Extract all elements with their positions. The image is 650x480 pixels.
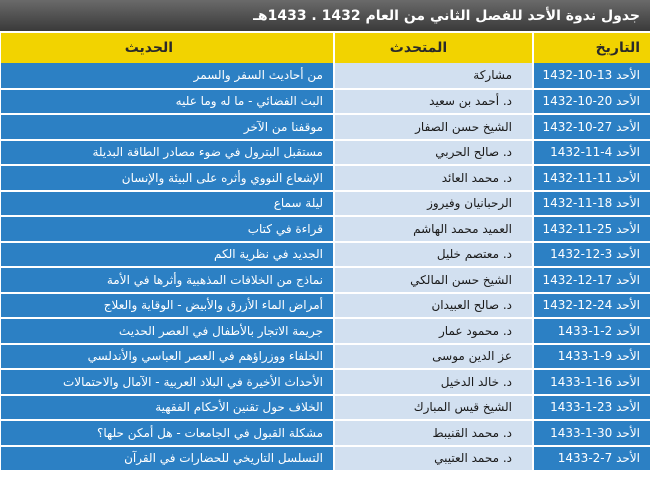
table-title: جدول ندوة الأحد للفصل الثاني من العام 1432 . 1433هـ [0, 0, 650, 31]
cell-topic: التسلسل التاريخي للحضارات في القرآن [0, 446, 334, 472]
cell-topic: مشكلة القبول في الجامعات - هل أمكن حلها؟ [0, 420, 334, 446]
table-row [0, 318, 650, 344]
cell-topic: الأحداث الأخيرة في البلاد العربية - الآمال والاحتمالات [0, 369, 334, 395]
cell-topic: جريمة الاتجار بالأطفال في العصر الحديث [0, 318, 334, 344]
cell-topic: ليلة سماع [0, 191, 334, 217]
cell-speaker: د. محمود عمار [334, 318, 533, 344]
cell-date: الأحد 13-10-1432 [533, 63, 650, 89]
cell-speaker: العميد محمد الهاشم [334, 216, 533, 242]
header-date: التاريخ [533, 33, 650, 63]
cell-speaker: الشيخ حسن الصفار [334, 114, 533, 140]
cell-date: الأحد 3-12-1432 [533, 242, 650, 268]
cell-speaker: د. خالد الدخيل [334, 369, 533, 395]
table-row [0, 369, 650, 395]
table-row [0, 63, 650, 89]
table-row [0, 140, 650, 166]
table-row [0, 293, 650, 319]
cell-speaker: مشاركة [334, 63, 533, 89]
table-row [0, 165, 650, 191]
cell-speaker: د. صالح العبيدان [334, 293, 533, 319]
cell-date: الأحد 30-1-1433 [533, 420, 650, 446]
table-row [0, 267, 650, 293]
header-topic: الحديث [0, 33, 334, 63]
cell-topic: موقفنا من الآخر [0, 114, 334, 140]
table-row [0, 446, 650, 472]
cell-topic: قراءة في كتاب [0, 216, 334, 242]
cell-topic: أمراض الماء الأزرق والأبيض - الوقاية والعلاج [0, 293, 334, 319]
cell-date: الأحد 18-11-1432 [533, 191, 650, 217]
cell-date: الأحد 11-11-1432 [533, 165, 650, 191]
cell-date: الأحد 23-1-1433 [533, 395, 650, 421]
cell-speaker: د. معتصم خليل [334, 242, 533, 268]
cell-date: الأحد 9-1-1433 [533, 344, 650, 370]
cell-speaker: الرحبانيان وفيروز [334, 191, 533, 217]
cell-date: الأحد 7-2-1433 [533, 446, 650, 472]
cell-date: الأحد 20-10-1432 [533, 89, 650, 115]
cell-speaker: الشيخ قيس المبارك [334, 395, 533, 421]
cell-topic: الخلاف حول تقنين الأحكام الفقهية [0, 395, 334, 421]
cell-date: الأحد 16-1-1433 [533, 369, 650, 395]
table-row [0, 420, 650, 446]
cell-speaker: د. محمد القنيبط [334, 420, 533, 446]
cell-topic: الخلفاء ووزراؤهم في العصر العباسي والأندلسي [0, 344, 334, 370]
cell-speaker: د. أحمد بن سعيد [334, 89, 533, 115]
cell-date: الأحد 17-12-1432 [533, 267, 650, 293]
cell-speaker: عز الدين موسى [334, 344, 533, 370]
cell-speaker: د. محمد العائد [334, 165, 533, 191]
header-speaker: المتحدث [334, 33, 533, 63]
cell-speaker: د. محمد العتيبي [334, 446, 533, 472]
cell-topic: الجديد في نظرية الكم [0, 242, 334, 268]
cell-topic: الإشعاع النووي وأثره على البيئة والإنسان [0, 165, 334, 191]
cell-date: الأحد 24-12-1432 [533, 293, 650, 319]
cell-topic: البث الفضائي - ما له وما عليه [0, 89, 334, 115]
cell-date: الأحد 25-11-1432 [533, 216, 650, 242]
cell-speaker: د. صالح الحربي [334, 140, 533, 166]
table-row [0, 242, 650, 268]
cell-date: الأحد 27-10-1432 [533, 114, 650, 140]
cell-topic: مستقبل البترول في ضوء مصادر الطاقة البديلة [0, 140, 334, 166]
cell-date: الأحد 2-1-1433 [533, 318, 650, 344]
cell-date: الأحد 4-11-1432 [533, 140, 650, 166]
schedule-table [0, 33, 650, 472]
cell-topic: نماذج من الخلافات المذهبية وأثرها في الأمة [0, 267, 334, 293]
table-row [0, 114, 650, 140]
table-row [0, 191, 650, 217]
table-row [0, 216, 650, 242]
cell-speaker: الشيخ حسن المالكي [334, 267, 533, 293]
table-row [0, 89, 650, 115]
table-row [0, 344, 650, 370]
cell-topic: من أحاديث السفر والسمر [0, 63, 334, 89]
table-row [0, 395, 650, 421]
header-row [0, 33, 650, 63]
